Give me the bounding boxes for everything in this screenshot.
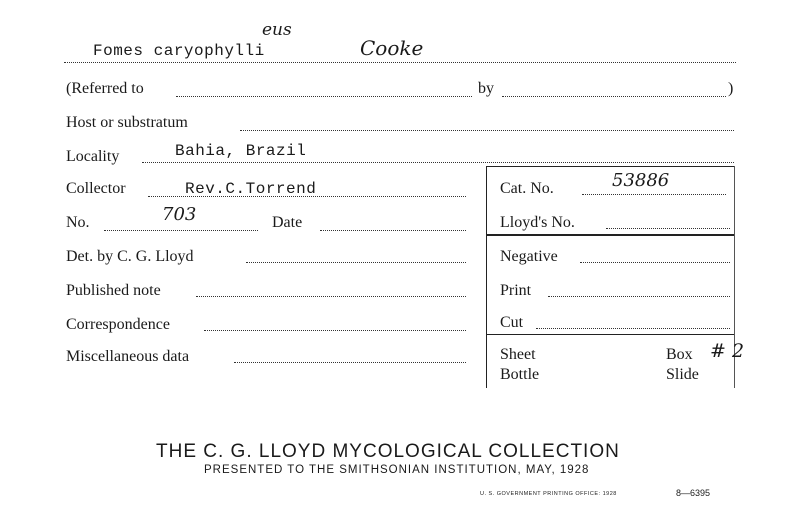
box-label: Box: [666, 346, 693, 363]
misc-label: Miscellaneous data: [66, 348, 190, 365]
published-line: [196, 296, 466, 297]
collector-label: Collector: [66, 180, 126, 197]
correspondence-label: Correspondence: [66, 316, 170, 333]
referred-close-paren: ): [728, 80, 734, 97]
cat-no-value: 53886: [612, 170, 670, 191]
species-correction: eus: [262, 20, 292, 40]
det-by-label: Det. by C. G. Lloyd: [66, 248, 194, 265]
collection-subtitle: PRESENTED TO THE SMITHSONIAN INSTITUTION, MAY, 1928: [204, 464, 590, 476]
referred-to-label: (Referred to: [66, 80, 144, 97]
host-label: Host or substratum: [66, 114, 188, 131]
number-label: No.: [66, 214, 90, 231]
bottle-label: Bottle: [500, 366, 540, 383]
misc-line: [234, 362, 466, 363]
sheet-label: Sheet: [500, 346, 536, 363]
locality-line: [142, 162, 734, 163]
referred-by-label: by: [478, 80, 494, 97]
species-line: [64, 62, 736, 63]
number-line: [104, 230, 258, 231]
referred-by-line: [502, 96, 726, 97]
negative-label: Negative: [500, 248, 558, 265]
cut-label: Cut: [500, 314, 524, 331]
species-name: Fomes caryophylli: [93, 42, 265, 60]
locality-label: Locality: [66, 148, 120, 165]
locality-value: Bahia, Brazil: [175, 142, 307, 160]
slide-label: Slide: [666, 366, 699, 383]
number-value: 703: [162, 204, 197, 225]
date-label: Date: [272, 214, 303, 231]
print-label: Print: [500, 282, 532, 299]
collector-line: [148, 196, 466, 197]
collector-value: Rev.C.Torrend: [185, 180, 317, 198]
date-line: [320, 230, 466, 231]
box-value: # 2: [710, 340, 745, 362]
species-author: Cooke: [360, 36, 424, 60]
cat-no-label: Cat. No.: [500, 180, 554, 197]
collection-title: THE C. G. LLOYD MYCOLOGICAL COLLECTION: [156, 441, 620, 462]
form-number: 8—6395: [676, 488, 711, 498]
printing-office-note: U. S. GOVERNMENT PRINTING OFFICE: 1928: [480, 491, 617, 497]
referred-to-line: [176, 96, 472, 97]
published-label: Published note: [66, 282, 161, 299]
correspondence-line: [204, 330, 466, 331]
lloyds-no-label: Lloyd's No.: [500, 214, 575, 231]
host-line: [240, 130, 734, 131]
det-by-line: [246, 262, 466, 263]
